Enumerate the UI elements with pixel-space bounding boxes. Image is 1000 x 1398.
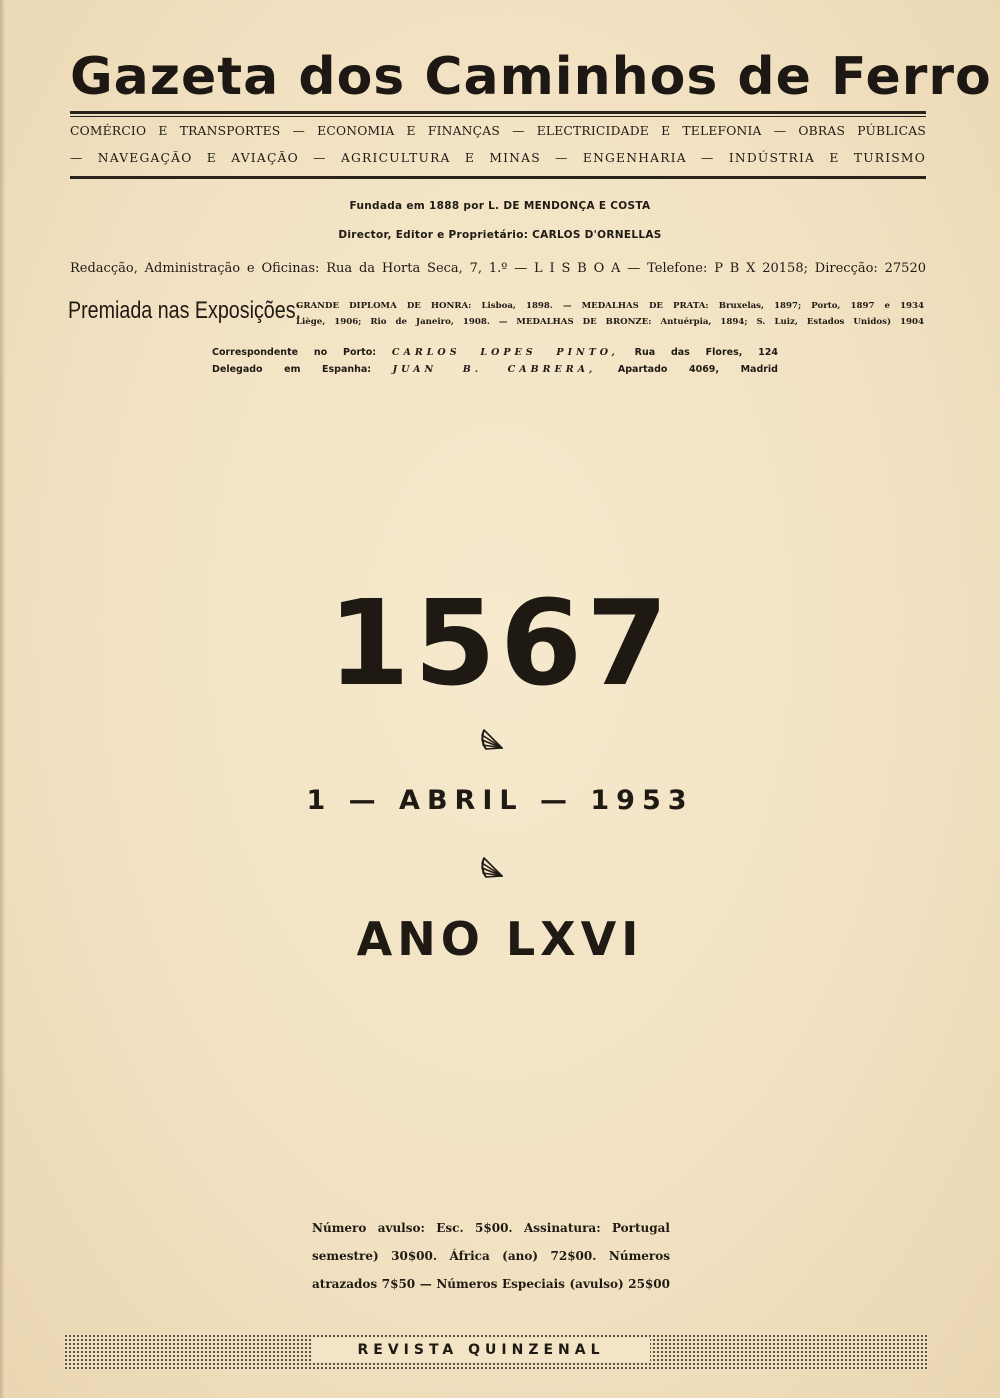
address-line: Redacção, Administração e Oficinas: Rua da Horta Seca, 7, 1.º — L I S B O A — Telefone: P B X 20158; Direcção: 27520	[70, 261, 926, 276]
fan-ornament-icon	[480, 728, 506, 750]
correspondent-role: Correspondente no Porto:	[212, 347, 377, 358]
awards-line-2: Liège, 1906; Rio de Janeiro, 1908. — MEDALHAS DE BRONZE: Antuérpia, 1894; S. Luiz, Estados Unidos) 1904	[296, 317, 924, 327]
correspondent-address: Apartado 4069, Madrid	[617, 364, 778, 375]
correspondent-spain	[212, 364, 778, 375]
correspondent-address: Rua das Flores, 124	[634, 347, 779, 358]
awards-label: Premiada nas Exposições:	[68, 297, 302, 324]
correspondent-name: JUAN B. CABRERA,	[392, 364, 597, 375]
correspondent-role: Delegado em Espanha:	[212, 364, 372, 375]
masthead-rule-thin	[70, 116, 926, 117]
awards-line-1: GRANDE DIPLOMA DE HONRA: Lisboa, 1898. — MEDALHAS DE PRATA: Bruxelas, 1897; Porto, 1897 e 1934	[296, 301, 924, 311]
pricing-line-3: atrazados 7$50 — Números Especiais (avulso) 25$00	[312, 1277, 670, 1291]
pricing-line-1: Número avulso: Esc. 5$00. Assinatura: Portugal	[312, 1221, 670, 1235]
issue-number: 1567	[327, 574, 673, 712]
correspondent-name: CARLOS LOPES PINTO,	[391, 347, 619, 358]
masthead-title: Gazeta dos Caminhos de Ferro	[70, 47, 992, 107]
volume-year: ANO LXVI	[356, 912, 644, 966]
subjects-line-2: — NAVEGAÇÃO E AVIAÇÃO — AGRICULTURA E MINAS — ENGENHARIA — INDÚSTRIA E TURISMO	[70, 151, 926, 165]
correspondent-porto	[212, 347, 778, 358]
masthead-rule-top	[70, 111, 926, 114]
director-line: Director, Editor e Proprietário: CARLOS D'ORNELLAS	[338, 229, 662, 241]
founded-line: Fundada em 1888 por L. DE MENDONÇA E COSTA	[349, 200, 651, 212]
subjects-rule-bottom	[70, 176, 926, 179]
footer-label: REVISTA QUINZENAL	[312, 1338, 650, 1362]
issue-date: 1 — ABRIL — 1953	[306, 785, 694, 816]
fan-ornament-icon	[480, 856, 506, 878]
pricing-line-2: semestre) 30$00. África (ano) 72$00. Números	[312, 1249, 670, 1263]
subjects-line-1: COMÉRCIO E TRANSPORTES — ECONOMIA E FINANÇAS — ELECTRICIDADE E TELEFONIA — OBRAS PÚBLICAS	[70, 124, 926, 138]
